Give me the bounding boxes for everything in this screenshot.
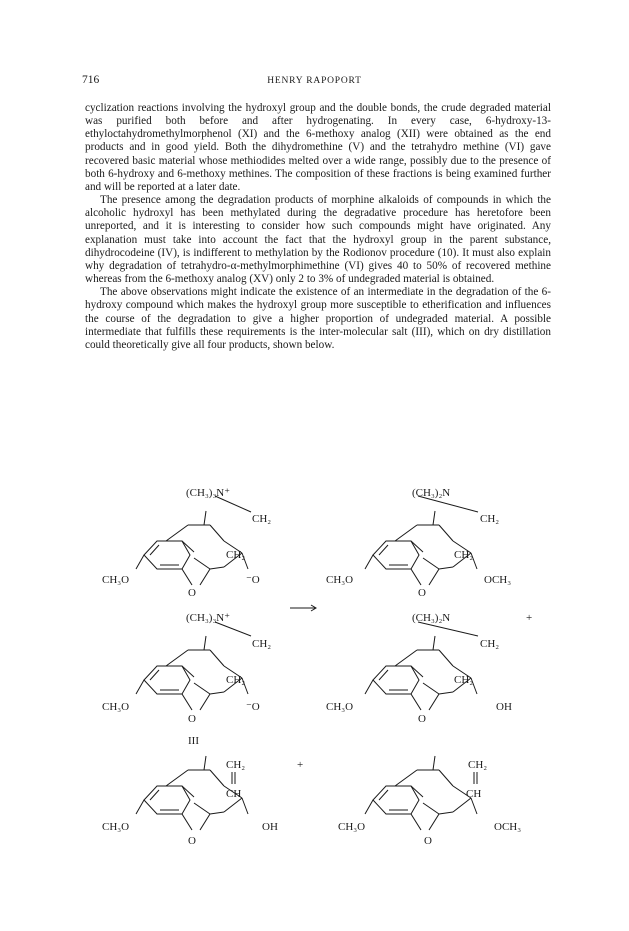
s1-left: CH₃O xyxy=(102,574,130,586)
s3-o: O xyxy=(188,713,196,725)
structure-5 xyxy=(102,756,278,847)
plus-sign-2: + xyxy=(297,759,304,771)
s6-left: CH₃O xyxy=(338,821,366,833)
s4-ch2: CH₂ xyxy=(480,638,500,650)
structure-1 xyxy=(102,487,271,599)
running-head: HENRY RAPOPORT xyxy=(267,76,362,86)
s2-o: O xyxy=(418,587,426,599)
s1-amine: (CH₃)₃N⁺ xyxy=(186,487,231,499)
s3-right: ⁻O xyxy=(246,701,260,713)
s2-amine: (CH₃)₂N xyxy=(412,487,451,499)
s5-ch: CH xyxy=(226,788,242,800)
structure-3 xyxy=(102,612,271,747)
page-number: 716 xyxy=(82,74,100,86)
s2-ch2: CH₂ xyxy=(480,513,500,525)
s5-o: O xyxy=(188,835,196,847)
s4-right: OH xyxy=(496,701,512,713)
s1-o: O xyxy=(188,587,196,599)
s1-right: ⁻O xyxy=(246,574,260,586)
s1-ring-ch2: CH₂ xyxy=(226,549,246,561)
reaction-arrow xyxy=(290,605,316,611)
s4-left: CH₃O xyxy=(326,701,354,713)
structure-4 xyxy=(326,612,512,725)
s1-ch2: CH₂ xyxy=(252,513,272,525)
s4-ring-ch2: CH₂ xyxy=(454,674,474,686)
compound-label-iii: III xyxy=(188,735,199,747)
s2-right: OCH₃ xyxy=(484,574,512,586)
s6-right: OCH₃ xyxy=(494,821,522,833)
s3-amine: (CH₃)₃N⁺ xyxy=(186,612,231,624)
paragraph-2: The presence among the degradation products of morphine alkaloids of compounds in which the alcoholic hydroxyl has been methylated during the degradative procedure has heretofore been unreported, and it is interesting to consider how such compounds might have originated. Any explanation must take into account the fact that the hydroxyl group in the parent substance, dihydrocodeine (IV), is indifferent to methylation by the Rodionov procedure (10). It must also explain why degradation of tetrahydro-α-methylmorphimethine (VI) gives 40 to 50% of recovered methine whereas from the 6-methoxy analog (XV) only 2 to 3% of undegraded material is obtained. xyxy=(85,194,551,286)
s3-left: CH₃O xyxy=(102,701,130,713)
s5-ch2: CH₂ xyxy=(226,759,246,771)
structure-6 xyxy=(338,756,521,847)
s6-o: O xyxy=(424,835,432,847)
s2-left: CH₃O xyxy=(326,574,354,586)
plus-sign-1: + xyxy=(526,612,533,624)
s5-left: CH₃O xyxy=(102,821,130,833)
paragraph-1: cyclization reactions involving the hydroxyl group and the double bonds, the crude degraded material was purified both before and after hydrogenating. In every case, 6-hydroxy-13-ethyloctahydromethylmorphenol (XI) and the 6-methoxy analog (XII) were obtained as the end products and in good yield. Both the dihydromethine (V) and the tetrahydro methine (VI) gave recovered basic material whose methiodides melted over a wide range, possibly due to the presence of both 6-hydroxy and 6-methoxy methines. The composition of these fractions is being examined further and will be reported at a later date. xyxy=(85,102,551,193)
paragraph-3: The above observations might indicate the existence of an intermediate in the degradation of the 6-hydroxy compound which makes the hydroxyl group more susceptible to etherification and influences the course of the degradation to give a higher proportion of undegraded material. A possible intermediate that fulfills these requirements is the inter-molecular salt (III), which on dry distillation could theoretically give all four products, shown below. xyxy=(85,286,551,351)
s6-ch: CH xyxy=(466,788,482,800)
s5-right: OH xyxy=(262,821,278,833)
s3-ring-ch2: CH₂ xyxy=(226,674,246,686)
s2-ring-ch2: CH₂ xyxy=(454,549,474,561)
s4-o: O xyxy=(418,713,426,725)
structure-2 xyxy=(326,487,511,599)
s3-ch2: CH₂ xyxy=(252,638,272,650)
s6-ch2: CH₂ xyxy=(468,759,488,771)
s4-amine: (CH₃)₂N xyxy=(412,612,451,624)
